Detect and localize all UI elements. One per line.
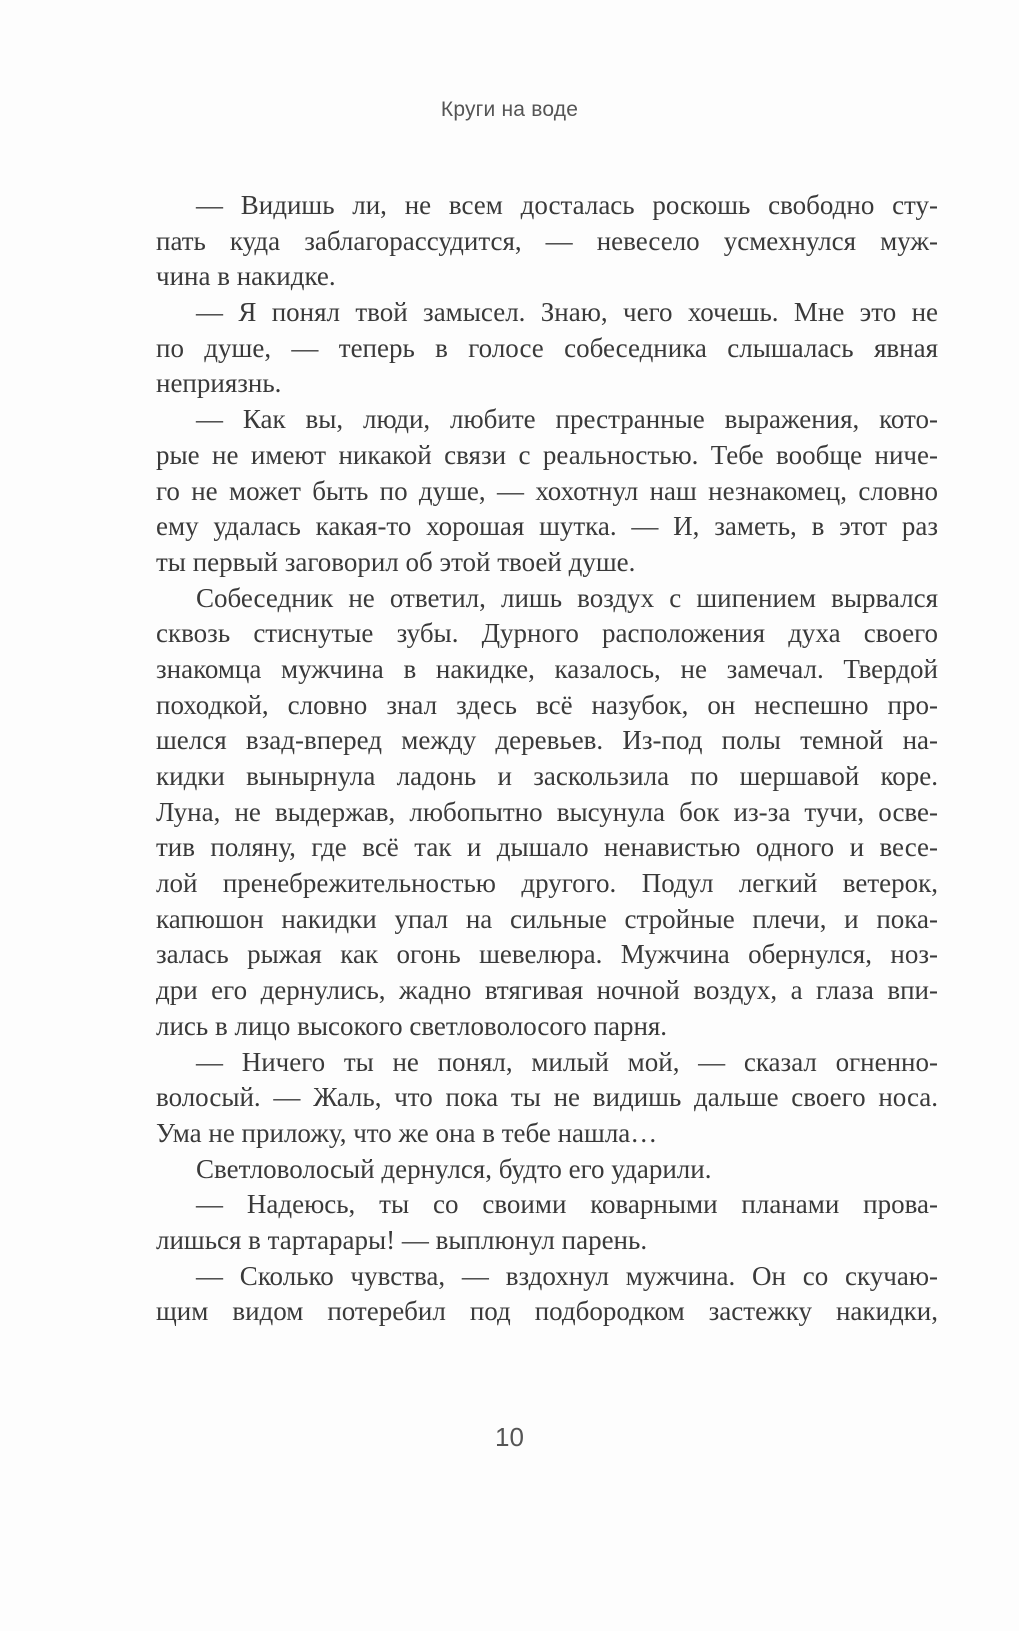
- text-line: — Надеюсь, ты со своими коварными планами прова-: [196, 1189, 938, 1220]
- text-line: тив поляну, где всё так и дышало ненавистью одного и весе-: [156, 832, 938, 863]
- text-line: сквозь стиснутые зубы. Дурного расположения духа своего: [156, 618, 938, 649]
- text-line: го не может быть по душе, — хохотнул наш незнакомец, словно: [156, 475, 938, 506]
- text-line: — Я понял твой замысел. Знаю, чего хочешь. Мне это не: [196, 297, 938, 328]
- page-number: 10: [495, 1422, 524, 1452]
- text-line: ему удалась какая-то хорошая шутка. — И, заметь, в этот раз: [156, 511, 938, 542]
- text-line: чина в накидке.: [156, 261, 336, 292]
- text-line: рые не имеют никакой связи с реальностью. Тебе вообще ниче-: [156, 439, 938, 470]
- text-line: Светловолосый дернулся, будто его ударили.: [196, 1153, 712, 1184]
- text-line: шелся взад-вперед между деревьев. Из-под полы темной на-: [156, 725, 938, 756]
- text-line: Ума не приложу, что же она в тебе нашла…: [156, 1117, 658, 1148]
- text-line: — Ничего ты не понял, милый мой, — сказал огненно-: [196, 1046, 938, 1077]
- text-line: — Как вы, люди, любите престранные выражения, кото-: [196, 404, 938, 435]
- text-line: щим видом потеребил под подбородком застежку накидки,: [156, 1296, 938, 1327]
- text-line: ты первый заговорил об этой твоей душе.: [156, 546, 636, 577]
- text-line: — Сколько чувства, — вздохнул мужчина. Он со скучаю-: [196, 1260, 938, 1291]
- text-line: кидки вынырнула ладонь и заскользила по шершавой коре.: [156, 761, 938, 791]
- text-line: Луна, не выдержав, любопытно высунула бок из-за тучи, осве-: [156, 796, 938, 827]
- text-line: лись в лицо высокого светловолосого парня.: [156, 1010, 668, 1041]
- text-line: лой пренебрежительностью другого. Подул легкий ветерок,: [156, 868, 938, 899]
- text-line: по душе, — теперь в голосе собеседника слышалась явная: [156, 332, 938, 363]
- text-line: капюшон накидки упал на сильные стройные плечи, и пока-: [156, 903, 938, 934]
- text-line: походкой, словно знал здесь всё назубок, он неспешно про-: [156, 689, 938, 720]
- text-line: пать куда заблагорассудится, — невесело усмехнулся муж-: [156, 225, 938, 256]
- text-line: неприязнь.: [156, 368, 282, 399]
- text-line: Собеседник не ответил, лишь воздух с шипением вырвался: [196, 582, 938, 613]
- text-line: лишься в тартарары! — выплюнул парень.: [156, 1224, 648, 1255]
- text-line: — Видишь ли, не всем досталась роскошь свободно сту-: [196, 190, 938, 220]
- text-line: знакомца мужчина в накидке, казалось, не замечал. Твердой: [156, 653, 938, 684]
- text-line: дри его дернулись, жадно втягивая ночной воздух, а глаза впи-: [156, 975, 938, 1006]
- body-text: [156, 188, 938, 1330]
- text-line: залась рыжая как огонь шевелюра. Мужчина обернулся, ноз-: [156, 939, 938, 970]
- running-head: Круги на воде: [440, 98, 579, 121]
- text-line: волосый. — Жаль, что пока ты не видишь дальше своего носа.: [156, 1082, 938, 1113]
